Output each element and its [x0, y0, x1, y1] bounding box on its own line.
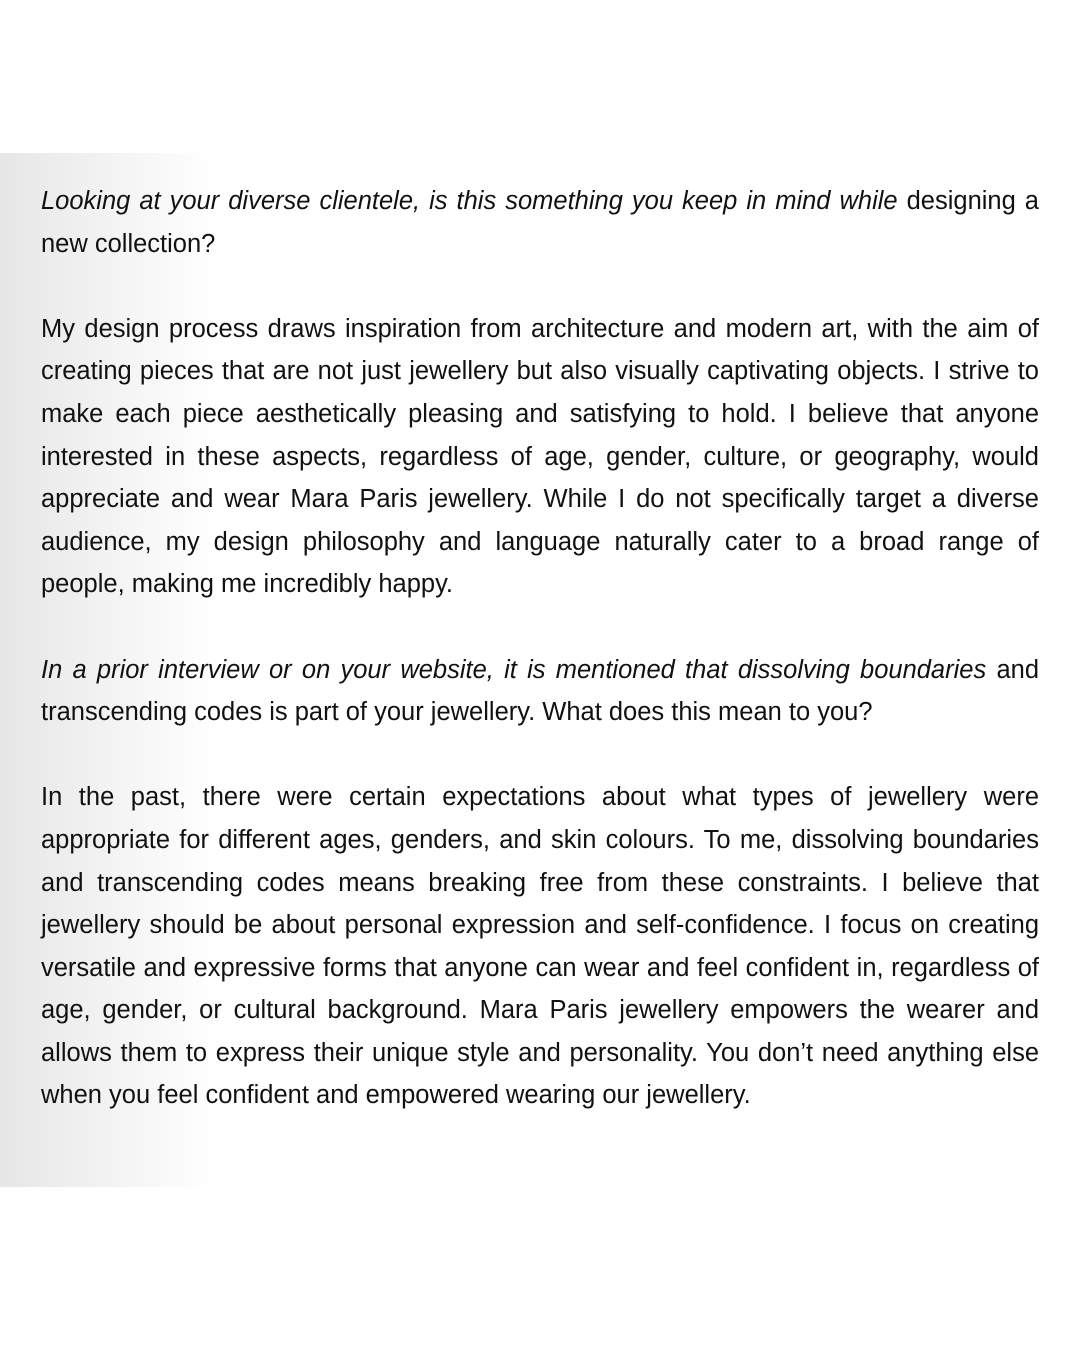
answer-1: My design process draws inspiration from architecture and modern art, with the aim of creating pieces that are not just jewellery but also visually captivating objects. I strive to make each piece aesthetically pleasing and satisfying to hold. I believe that anyone interested in these aspects, regardless of age, gender, culture, or geography, would appreciate and wear Mara Paris jewellery. While I do not specifically target a diverse audience, my design philosophy and language naturally cater to a broad range of people, making me incredibly happy.: [41, 314, 1039, 599]
interview-content: [41, 180, 1039, 1117]
question-1-regular: designing a new collection?: [41, 187, 1039, 258]
question-2-italic: In a prior interview or on your website, it is mentioned that dissolving boundaries: [41, 655, 987, 684]
question-2-regular: and transcending codes is part of your jewellery. What does this mean to you?: [41, 655, 1039, 727]
answer-2: In the past, there were certain expectations about what types of jewellery were appropriate for different ages, genders, and skin colours. To me, dissolving boundaries and transcending codes means breaking free from these constraints. I believe that jewellery should be about personal expression and self-confidence. I focus on creating versatile and expressive forms that anyone can wear and feel confident in, regardless of age, gender, or cultural background. Mara Paris jewellery empowers the wearer and allows them to express their unique style and personality. You don’t need anything else when you feel confident and empowered wearing our jewellery.: [41, 783, 1039, 1110]
question-2: [41, 649, 1039, 734]
question-1: [41, 180, 1039, 265]
question-1-italic: Looking at your diverse clientele, is this something you keep in mind while: [41, 187, 898, 215]
